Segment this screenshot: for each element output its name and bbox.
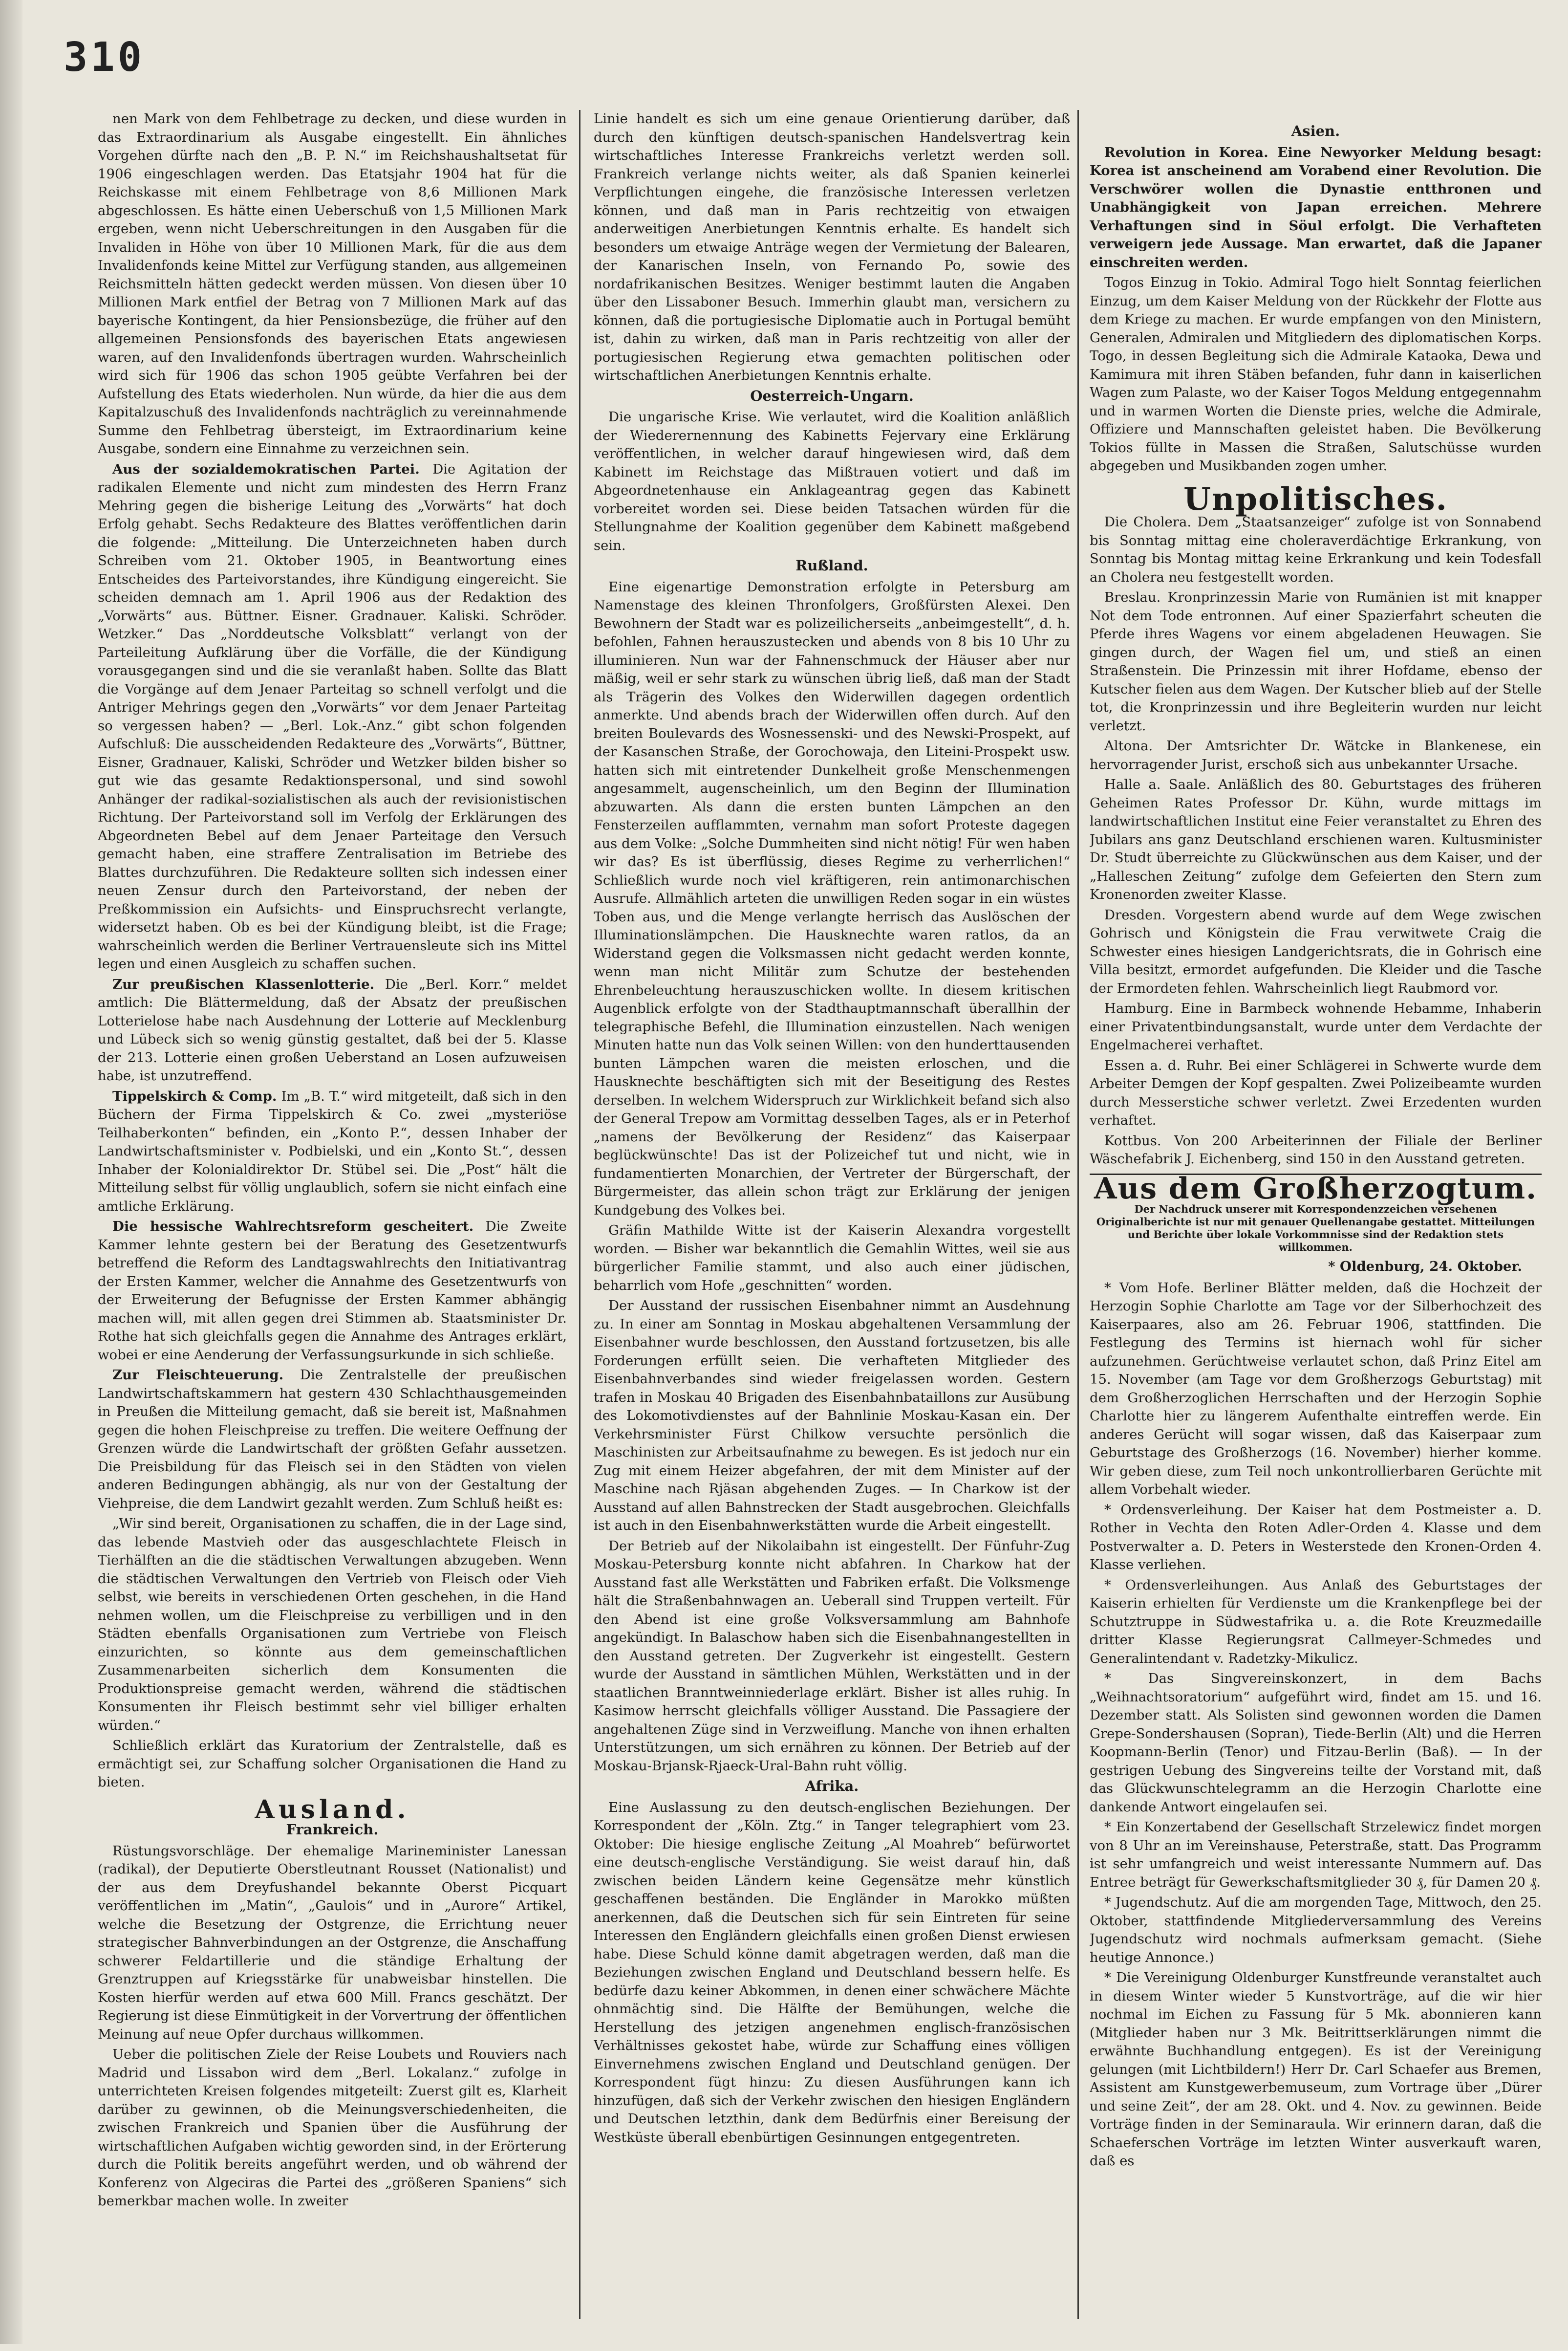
article-paragraph — [98, 1366, 567, 1513]
article-paragraph — [98, 1218, 567, 1364]
article-lead: Tippelskirch & Comp. — [112, 1088, 277, 1104]
article-paragraph: * Ordensverleihungen. Aus Anlaß des Geburtstages der Kaiserin erhielten für Verdienste um die Krankenpflege bei der Schutztruppe in Südwestafrika u. a. die Rote Kreuzmedaille dritter Klasse Regierungsrat Callmeyer-Schmedes und Generalintendant v. Radetzky-Mikulicz. — [1090, 1577, 1542, 1666]
article-paragraph: Halle a. Saale. Anläßlich des 80. Geburtstages des früheren Geheimen Rates Professor Dr. Kühn, wurde mittags im landwirtschaftlichen Institut eine Feier veranstaltet zu Ehren des Jubilars ans ganz Deutschland erschienen waren. Kultusminister Dr. Studt überreichte zu Glückwünschen aus dem Kaiser, und der „Halleschen Zeitung“ zufolge dem Gefeierten den Stern zum Kronenorden zweiter Klasse. — [1090, 777, 1542, 902]
reprint-notice: Der Nachdruck unserer mit Korrespondenzzeichen versehenen Originalberichte ist nur mit genauer Quellenangabe gestattet. Mitteilungen und Berichte über lokale Vorkommnisse sind der Redaktion stets willkommen. — [1096, 1203, 1535, 1253]
dateline: * Oldenburg, 24. Oktober. — [1328, 1259, 1522, 1274]
article-lead: Die hessische Wahlrechtsreform gescheitert. — [112, 1219, 474, 1234]
subsection-oesterreich: Oesterreich-Ungarn. — [750, 387, 914, 404]
column-middle — [594, 110, 1070, 2324]
article-paragraph: Dresden. Vorgestern abend wurde auf dem Wege zwischen Gohrisch und Königstein die Frau verwitwete Craig die Schwester eines hiesigen Landgerichtsrats, die in Gohrisch eine Villa besitzt, ermordet aufgefunden. Die Kleider und die Tasche der Ermordeten fehlen. Wahrscheinlich liegt Raubmord vor. — [1090, 907, 1542, 996]
article-paragraph: * Ordensverleihung. Der Kaiser hat dem Postmeister a. D. Rother in Vechta den Roten Adler-Orden 4. Klasse und dem Postverwalter a. D. Peters in Westerstede den Kronen-Orden 4. Klasse verliehen. — [1090, 1502, 1542, 1572]
article-paragraph: * Ein Konzertabend der Gesellschaft Strzelewicz findet morgen von 8 Uhr an im Vereinshause, Peterstraße, statt. Das Programm ist sehr umfangreich und weist interessante Nummern auf. Das Entree beträgt für Gewerkschaftsmitglieder 30 ₰, für Damen 20 ₰. — [1090, 1819, 1542, 1890]
article-paragraph: Schließlich erklärt das Kuratorium der Zentralstelle, daß es ermächtigt sei, zur Schaffung solcher Organisationen die Hand zu bieten. — [98, 1738, 567, 1790]
section-title-grossherzogtum: Aus dem Großherzogtum. — [1094, 1171, 1537, 1206]
article-lead: Zur preußischen Klassenlotterie. — [112, 976, 375, 992]
page-number: 310 — [64, 34, 145, 81]
article-paragraph: Hamburg. Eine in Barmbeck wohnende Hebamme, Inhaberin einer Privatentbindungsanstalt, wurde unter dem Verdachte der Engelmacherei verhaftet. — [1090, 1001, 1542, 1053]
subsection-afrika: Afrika. — [805, 1778, 859, 1794]
article-paragraph: Der Ausstand der russischen Eisenbahner nimmt an Ausdehnung zu. In einer am Sonntag in Moskau abgehaltenen Versammlung der Eisenbahner wurde beschlossen, den Ausstand fortzusetzen, bis alle Forderungen erfüllt seien. Die verhafteten Mitglieder des Eisenbahnverbandes sind wieder freigelassen worden. Gestern trafen in Moskau 40 Brigaden des Eisenbahnbataillons zur Ausübung des Lokomotivdienstes auf der Bahnlinie Moskau-Kasan ein. Der Verkehrsminister Fürst Chilkow versuchte persönlich die Maschinisten zur Arbeitsaufnahme zu bewegen. Es ist jedoch nur ein Zug mit einem Heizer abgefahren, der mit dem Minister auf der Maschine nach Rjäsan abgehenden Zuges. — In Charkow ist der Ausstand auf allen Bahnstrecken der Stadt ausgebrochen. Gleichfalls ist auch in den Eisenbahnwerkstätten wurde die Arbeit eingestellt. — [594, 1298, 1070, 1533]
subsection-asien: Asien. — [1291, 123, 1340, 139]
article-paragraph: Der Betrieb auf der Nikolaibahn ist eingestellt. Der Fünfuhr-Zug Moskau-Petersburg konnte nicht abfahren. In Charkow hat der Ausstand fast alle Werkstätten und Fabriken erfaßt. Die Volksmenge hält die Straßenbahnwagen an. Ueberall sind Truppen verteilt. Für den Abend ist eine große Volksversammlung am Bahnhofe angekündigt. In Balaschow haben sich die Eisenbahnangestellten in den Ausstand getreten. Der Zugverkehr ist eingestellt. Gestern wurde der Ausstand in sämtlichen Mühlen, Werkstätten und in der staatlichen Branntweinniederlage erklärt. Bisher ist alles ruhig. In Kasimow herrscht gleichfalls völliger Ausstand. Die Passagiere der angehaltenen Züge sind in Verzweiflung. Manche von ihnen erhalten Unterstützungen, um sich ernähren zu können. Der Betrieb auf der Moskau-Brjansk-Rjaeck-Ural-Bahn ruht völlig. — [594, 1538, 1070, 1774]
article-text: Die Zweite Kammer lehnte gestern bei der Beratung des Gesetzentwurfs betreffend die Reform des Landtagswahlrechts den Initiativantrag der Ersten Kammer, welcher die Annahme des Gesetzentwurfs von der Erweiterung der Befugnisse der Ersten Kammer abhängig machen will, mit allen gegen drei Stimmen ab. Staatsminister Dr. Rothe hat sich gleichfalls gegen die Annahme des Antrages erklärt, wobei er eine Aenderung der Verfassungsurkunde in sich schließe. — [98, 1219, 567, 1363]
section-title-unpolitisches: Unpolitisches. — [1183, 480, 1448, 518]
article-paragraph: „Wir sind bereit, Organisationen zu schaffen, die in der Lage sind, das lebende Mastvieh oder das ausgeschlachtete Fleisch in Tierhälften an die die städtischen Verwaltungen abzugeben. Wenn die städtischen Verwaltungen den Vertrieb von Fleisch oder Vieh selbst, wie bereits in verschiedenen Orten geschehen, in die Hand nehmen wollen, um die Fleischpreise zu verbilligen und in den Städten ebenfalls Organisationen zum Vertriebe von Fleisch einzurichten, so könnte aus dem gemeinschaftlichen Zusammenarbeiten sicherlich dem Konsumenten die Produktionspreise gemacht werden, während die städtischen Konsumenten ihr Fleisch bestimmt sehr viel billiger erhalten würden.“ — [98, 1516, 567, 1733]
column-divider — [1077, 110, 1079, 2319]
article-text: Die Agitation der radikalen Elemente und nicht zum mindesten des Herrn Franz Mehring gegen die bisherige Leitung des „Vorwärts“ hat doch Erfolg gehabt. Sechs Redakteure des Blattes veröffentlichen darin die folgende: „Mitteilung. Die Unterzeichneten haben durch Schreiben vom 21. Oktober 1905, in Beantwortung eines Entscheides des Parteivorstandes, ihre Kündigung eingereicht. Sie scheiden demnach am 1. April 1906 aus der Redaktion des „Vorwärts“ aus. Büttner. Eisner. Gradnauer. Kaliski. Schröder. Wetzker.“ Das „Norddeutsche Volksblatt“ verlangt von der Parteileitung Aufklärung über die Vorfälle, die der Kündigung vorausgegangen sind und die sie veranlaßt haben. Sollte das Blatt die Vorgänge auf dem Jenaer Parteitag so schnell verfolgt und die Antriger Mehrings gegen den „Vorwärts“ vor dem Jenaer Parteitag so vergessen haben? — „Berl. Lok.-Anz.“ gibt schon folgenden Aufschluß: Die ausscheidenden Redakteure des „Vorwärts“, Büttner, Eisner, Gradnauer, Kaliski, Schröder und Wetzker bilden bisher so gut wie das gesamte Redaktionspersonal, und sind sowohl Anhänger der radikal-sozialistischen als auch der revisionistischen Richtung. Der Parteivorstand soll im Verfolg der Erklärungen des Abgeordneten Bebel auf dem Jenaer Parteitage den Versuch gemacht haben, eine straffere Zentralisation im Betriebe des Blattes durchzuführen. Die Redakteure sollten sich indessen einer neuen Zensur durch den Parteivorstand, der neben der Preßkommission ein Aufsichts- und Einspruchsrecht verlangte, widersetzt haben. Ob es bei der Kündigung bleibt, ist die Frage; wahrscheinlich werden die Berliner Vertrauensleute sich ins Mittel legen und einen Ausgleich zu schaffen suchen. — [98, 461, 567, 972]
article-lead: Aus der sozialdemokratischen Partei. — [112, 461, 420, 477]
article-text: Im „B. T.“ wird mitgeteilt, daß sich in den Büchern der Firma Tippelskirch & Co. zwei „mysteriöse Teilhaberkonten“ befinden, ein „Konto P.“, dessen Inhaber der Landwirtschaftsminister v. Podbielski, und ein „Konto St.“, dessen Inhaber der Kolonialdirektor Dr. Stübel sei. Die „Post“ hält die Mitteilung selbst für völlig unglaublich, sofern sie nicht einfach eine amtliche Erklärung. — [98, 1088, 567, 1214]
article-paragraph: Eine eigenartige Demonstration erfolgte in Petersburg am Namenstage des kleinen Thronfolgers, Großfürsten Alexei. Den Bewohnern der Stadt war es polizeilicherseits „anbeimgestellt“, d. h. befohlen, Fahnen herauszustecken und abends von 8 bis 10 Uhr zu illuminieren. Nun war der Fahnenschmuck der Häuser aber nur mäßig, weil er sehr stark zu wünschen übrig ließ, daß man der Stadt als Trägerin des Volkes den Widerwillen dagegen ordentlich anmerkte. Und abends brach der Widerwillen offen durch. Auf den breiten Boulevards des Wosnessenski- und des Newski-Prospekt, auf der Kasanschen Straße, der Gorochowaja, den Liteini-Prospekt usw. hatten sich mit eintretender Dunkelheit große Menschenmengen angesammelt, augenscheinlich, um den Beginn der Illumination abzuwarten. Als dann die ersten bunten Lämpchen an den Fensterzeilen aufflammten, vernahm man sofort Proteste dagegen aus dem Volke: „Solche Dummheiten sind nicht nötig! Für wen haben wir das? Es ist überflüssig, dieses Regime zu verherrlichen!“ Schließlich wurde noch viel kräftigeren, rein antimonarchischen Ausrufe. Allmählich arteten die unwilligen Reden sogar in ein wüstes Toben aus, und die Menge verlangte herrisch das Auslöschen der Illuminationslämpchen. Die Hausknechte waren ratlos, da an Widerstand gegen die Volksmassen nicht gedacht werden konnte, wenn man nicht Militär zum Schutze der bestehenden Ehrenbeleuchtung herauszuschicken wollte. In diesem kritischen Augenblick erfolgte von der Stadthauptmannschaft überallhin der telegraphische Befehl, die Illumination einzustellen. Nach wenigen Minuten hatte nun das Volk seinen Willen: von den hunderttausenden bunten Lämpchen waren die meisten erloschen, und die Hausknechte beschäftigten sich mit der Beseitigung des Restes derselben. In welchem Widerspruch zur Wirklichkeit befand sich also der General Trepow am Vormittag desselben Tages, als er in Peterhof „namens der Bevölkerung der Residenz“ das Kaiserpaar beglückwünschte! Das ist der Polizeichef tut und nicht, wie in fundamentierten Monarchien, der Vertreter der Bürgerschaft, der Bürgermeister, das allein schon trägt zur Erklärung der jenigen Kundgebung des Volkes bei. — [594, 579, 1070, 1218]
article-paragraph: * Das Singvereinskonzert, in dem Bachs „Weihnachtsoratorium“ aufgeführt wird, findet am 15. und 16. Dezember statt. Als Solisten sind gewonnen worden die Damen Grepe-Sondershausen (Sopran), Tiede-Berlin (Alt) und die Herren Koopmann-Berlin (Tenor) und Fitzau-Berlin (Baß). — In der gestrigen Uebung des Singvereins teilte der Vorstand mit, daß das Glückwunschtelegramm an die Herzogin Charlotte eine dankende Antwort eingelaufen sei. — [1090, 1671, 1542, 1815]
article-text: Die Zentralstelle der preußischen Landwirtschaftskammern hat gestern 430 Schlachthausgemeinden in Preußen die Mitteilung gemacht, daß sie bereit ist, Maßnahmen gegen die hohen Fleischpreise zu treffen. Die weitere Oeffnung der Grenzen würde die Landwirtschaft der größten Gefahr aussetzen. Die Preisbildung für das Fleisch sei in den Städten von vielen anderen Bedingungen abhängig, als nur von der Gestaltung der Viehpreise, die dem Landwirt gezahlt werden. Zum Schluß heißt es: — [98, 1367, 567, 1511]
article-paragraph: Revolution in Korea. Eine Newyorker Meldung besagt: Korea ist anscheinend am Vorabend einer Revolution. Die Verschwörer wollen die Dynastie entthronen und Unabhängigkeit von Japan erreichen. Mehrere Verhaftungen sind in Söul erfolgt. Die Verhafteten verweigern jede Aussage. Man erwartet, daß die Japaner einschreiten werden. — [1090, 144, 1542, 270]
article-paragraph: Linie handelt es sich um eine genaue Orientierung darüber, daß durch den künftigen deutsch-spanischen Handelsvertrag kein wirtschaftliches Interesse Frankreichs verletzt werden soll. Frankreich verlange nichts weiter, als daß Spanien keinerlei Verpflichtungen eingehe, die französische Interessen verletzen können, und daß man in Paris rechtzeitig von etwaigen anderweitigen Anerbietungen Kenntnis erhalte. Es handelt sich besonders um etwaige Anträge wegen der Vermietung der Balearen, der Kanarischen Inseln, von Fernando Po, sowie des nordafrikanischen Besitzes. Weniger bestimmt lauten die Angaben über den Lissaboner Besuch. Immerhin glaubt man, versichern zu können, daß die portugiesische Diplomatie auch in Portugal bemüht ist, dahin zu wirken, daß man in Paris rechtzeitig von aller der portugiesischen Regierung etwa gemachten politischen oder wirtschaftlichen Anerbietungen Kenntnis erhalte. — [594, 111, 1070, 383]
column-right — [1090, 122, 1542, 2351]
section-title-ausland: Ausland. — [255, 1794, 410, 1825]
article-paragraph: nen Mark von dem Fehlbetrage zu decken, und diese wurden in das Extraordinarium als Ausgabe eingestellt. Ein ähnliches Vorgehen dürfte nach den „B. P. N.“ im Reichshaushaltsetat für 1906 eingeschlagen werden. Das Etatsjahr 1904 hat für die Reichskasse mit einem Fehlbetrage von 8,6 Millionen Mark abgeschlossen. Es hätte einen Ueberschuß von 1,5 Millionen Mark ergeben, wenn nicht Ueberschreitungen in den Ausgaben für die Invaliden in Höhe von über 10 Millionen Mark, für die aus dem Invalidenfonds keine Mittel zur Verfügung standen, aus allgemeinen Reichsmitteln hätten gedeckt werden müssen. Von diesen über 10 Millionen Mark entfiel der Betrag von 7 Millionen Mark auf das bayerische Kontingent, da hier Pensionsbezüge, die früher auf den allgemeinen Pensionsfonds des bayerischen Etats angewiesen waren, auf den Invalidenfonds übertragen wurden. Wahrscheinlich wird sich für 1906 das schon 1905 geübte Verfahren bei der Aufstellung des Etats wiederholen. Nun würde, da hier die aus dem Kapitalzuschuß des Invalidenfonds nachträglich zu vereinnahmende Summe den Fehlbetrag übersteigt, im Extraordinarium keine Ausgabe, sondern eine Einnahme zu verzeichnen sein. — [98, 111, 567, 457]
article-paragraph: Eine Auslassung zu den deutsch-englischen Beziehungen. Der Korrespondent der „Köln. Ztg.“ in Tanger telegraphiert vom 23. Oktober: Die hiesige englische Zeitung „Al Moahreb“ befürwortet eine deutsch-englische Verständigung. Sie weist darauf hin, daß zwischen beiden Ländern keine Gegensätze mehr künstlich geschaffenen beständen. Die Engländer in Marokko müßten anerkennen, daß die Deutschen sich für sein Eintreten für seine Interessen den Engländern gleichfalls einen großen Dienst erwiesen habe. Diese Schuld könne damit abgetragen werden, daß man die Beziehungen zwischen England und Deutschland bessern helfe. Es bedürfe dazu keiner Abkommen, in denen einer schwächere Mächte ohnmächtig sind. Die Hälfte der Bemühungen, welche die Herstellung des jetzigen angenehmen englisch-französischen Verhältnisses gekostet habe, würde zur Schaffung eines völligen Einvernehmens zwischen England und Deutschland genügen. Der Korrespondent fügt hinzu: Zu diesen Ausführungen kann ich hinzufügen, daß sich der Verkehr zwischen den hiesigen Engländern und Deutschen letzthin, dank dem Bedürfnis einer Bereisung der Westküste überall ebenbürtigen Gesinnungen entgegentreten. — [594, 1799, 1070, 2145]
article-paragraph: Essen a. d. Ruhr. Bei einer Schlägerei in Schwerte wurde dem Arbeiter Demgen der Kopf gespalten. Zwei Polizeibeamte wurden durch Messerstiche schwer verletzt. Zwei Erzedenten wurden verhaftet. — [1090, 1057, 1542, 1128]
article-paragraph: Kottbus. Von 200 Arbeiterinnen der Filiale der Berliner Wäschefabrik J. Eichenberg, sind 150 in den Ausstand getreten. — [1090, 1132, 1542, 1167]
scan-edge — [0, 0, 22, 2344]
article-paragraph: Rüstungsvorschläge. Der ehemalige Marineminister Lanessan (radikal), der Deputierte Oberstleutnant Rousset (Nationalist) und der aus dem Dreyfushandel bekannte Oberst Picquart veröffentlichen im „Matin“, „Gaulois“ und in „Aurore“ Artikel, welche die Besetzung der Ostgrenze, die Errichtung neuer strategischer Bahnverbindungen an der Ostgrenze, die Anschaffung schwerer Feldartillerie und die ständige Erhaltung der Grenztruppen auf Kriegsstärke für unabweisbar hinstellen. Die Kosten hierfür werden auf etwa 600 Mill. Francs geschätzt. Der Regierung ist diese Einmütigkeit in der Vorvertrung der öffentlichen Meinung auf neue Opfer durchaus willkommen. — [98, 1843, 567, 2042]
article-paragraph: * Jugendschutz. Auf die am morgenden Tage, Mittwoch, den 25. Oktober, stattfindende Mitgliederversammlung des Vereins Jugendschutz wird nochmals aufmerksam gemacht. (Siehe heutige Annonce.) — [1090, 1894, 1542, 1965]
column-left — [98, 110, 567, 2339]
article-paragraph — [98, 976, 567, 1086]
article-paragraph: Die Cholera. Dem „Staatsanzeiger“ zufolge ist von Sonnabend bis Sonntag mittag eine choleraverdächtige Erkrankung, von Sonntag bis Montag mittag keine Erkrankung und kein Todesfall an Cholera neu festgestellt worden. — [1090, 514, 1542, 585]
article-paragraph: Altona. Der Amtsrichter Dr. Wätcke in Blankenese, ein hervorragender Jurist, erschoß sich aus unbekannter Ursache. — [1090, 738, 1542, 772]
article-text: Die „Berl. Korr.“ meldet amtlich: Die Blättermeldung, daß der Absatz der preußischen Lotterielose habe nach Ausdehnung der Lotterie auf Mecklenburg und Lübeck sich so wenig günstig gestaltet, daß bei der 5. Klasse der 213. Lotterie einen großen Ueberstand an Losen aufzuweisen habe, ist unzutreffend. — [98, 976, 567, 1084]
article-paragraph: Breslau. Kronprinzessin Marie von Rumänien ist mit knapper Not dem Tode entronnen. Auf einer Spazierfahrt scheuten die Pferde ihres Wagens vor einem abgeladenen Heuwagen. Sie gingen durch, der Wagen fiel um, und stieß an einen Straßenstein. Die Prinzessin mit ihrer Hofdame, ebenso der Kutscher fielen aus dem Wagen. Der Kutscher blieb auf der Stelle tot, die Kronprinzessin und ihre Begleiterin wurden nur leicht verletzt. — [1090, 589, 1542, 734]
article-paragraph: Togos Einzug in Tokio. Admiral Togo hielt Sonntag feierlichen Einzug, um dem Kaiser Meldung von der Rückkehr der Flotte aus dem Kriege zu machen. Er wurde empfangen von den Ministern, Generalen, Admiralen und Mitgliedern des diplomatischen Korps. Togo, in dessen Begleitung sich die Admirale Kataoka, Dewa und Kamimura mit ihren Stäben befanden, fuhr dann in kaiserlichen Wagen zum Palaste, wo der Kaiser Togos Meldung entgegennahm und in warmen Worten die Dienste pries, welche die Admirale, Offiziere und Mannschaften geleistet haben. Die Bevölkerung Tokios füllte in Massen die Straßen, Salutschüsse wurden abgegeben und Musikbanden zogen umher. — [1090, 275, 1542, 474]
article-paragraph: * Vom Hofe. Berliner Blätter melden, daß die Hochzeit der Herzogin Sophie Charlotte am Tage vor der Silberhochzeit des Kaiserpaares, also am 26. Februar 1906, stattfinden. Die Festlegung des Termins ist hiernach wohl für sicher aufzunehmen. Gerüchtweise verlautet schon, daß Prinz Eitel am 15. November (am Tage vor dem Großherzogs Geburtstag) mit dem Großherzoglichen Herrschaften und der Herzogin Sophie Charlotte hier zu längerem Aufenthalte eintreffen werde. Ein anderes Gerücht will sogar wissen, daß das Kaiserpaar zum Geburtstage des Großherzogs (16. November) hierher komme. Wir geben diese, zum Teil noch unkontrollierbaren Gerüchte mit allem Vorbehalt wieder. — [1090, 1280, 1542, 1497]
column-divider — [579, 110, 580, 2319]
article-paragraph — [98, 1088, 567, 1216]
article-lead: Zur Fleischteuerung. — [112, 1367, 284, 1383]
article-paragraph: Die ungarische Krise. Wie verlautet, wird die Koalition anläßlich der Wiederernennung des Kabinetts Fejervary eine Erklärung veröffentlichen, in welcher darauf hingewiesen wird, daß dem Kabinett im Reichstage das Mißtrauen votiert und daß im Abgeordnetenhause ein Anklageantrag gegen das Kabinett vorbereitet worden sei. Diese beiden Tatsachen würden für die Stellungnahme der Koalition gegenüber dem Kabinett maßgebend sein. — [594, 409, 1070, 553]
article-paragraph: * Die Vereinigung Oldenburger Kunstfreunde veranstaltet auch in diesem Winter wieder 5 Kunstvorträge, auf die wir hier nochmal im Eichen zu Fassung für 5 Mk. abonnieren kann (Mitglieder haben nur 3 Mk. Beitrittserklärungen nimmt die erwähnte Buchhandlung entgegen). Es ist der Vereinigung gelungen (mit Lichtbildern!) Herr Dr. Carl Schaefer aus Bremen, Assistent am Kunstgewerbemuseum, zum Vortrage über „Dürer und seine Zeit“, der am 28. Okt. und 4. Nov. zu gewinnen. Beide Vorträge finden in der Seminaraula. Wir erinnern daran, daß die Schaeferschen Vorträge im letzten Winter ausverkauft waren, daß es — [1090, 1970, 1542, 2169]
subsection-frankreich: Frankreich. — [286, 1821, 379, 1838]
article-paragraph — [98, 460, 567, 974]
subsection-russland: Rußland. — [795, 557, 868, 574]
article-paragraph: Ueber die politischen Ziele der Reise Loubets und Rouviers nach Madrid und Lissabon wird dem „Berl. Lokalanz.“ zufolge in unterrichteten Kreisen folgendes mitgeteilt: Zuerst gilt es, Klarheit darüber zu gewinnen, ob die Meinungsverschiedenheiten, die zwischen Frankreich und Spanien über die Ausführung der wirtschaftlichen Aufgaben wichtig geworden sind, in der Erörterung durch die Politik bereits angeführt werden, und ob während der Konferenz von Algeciras die Partei des „größeren Spaniens“ sich bemerkbar machen wolle. In zweiter — [98, 2046, 567, 2209]
article-paragraph: Gräfin Mathilde Witte ist der Kaiserin Alexandra vorgestellt worden. — Bisher war bekanntlich die Gemahlin Wittes, weil sie aus bürgerlicher Familie stammt, und also auch einer jüdischen, beharrlich vom Hofe „geschnitten“ worden. — [594, 1222, 1070, 1293]
